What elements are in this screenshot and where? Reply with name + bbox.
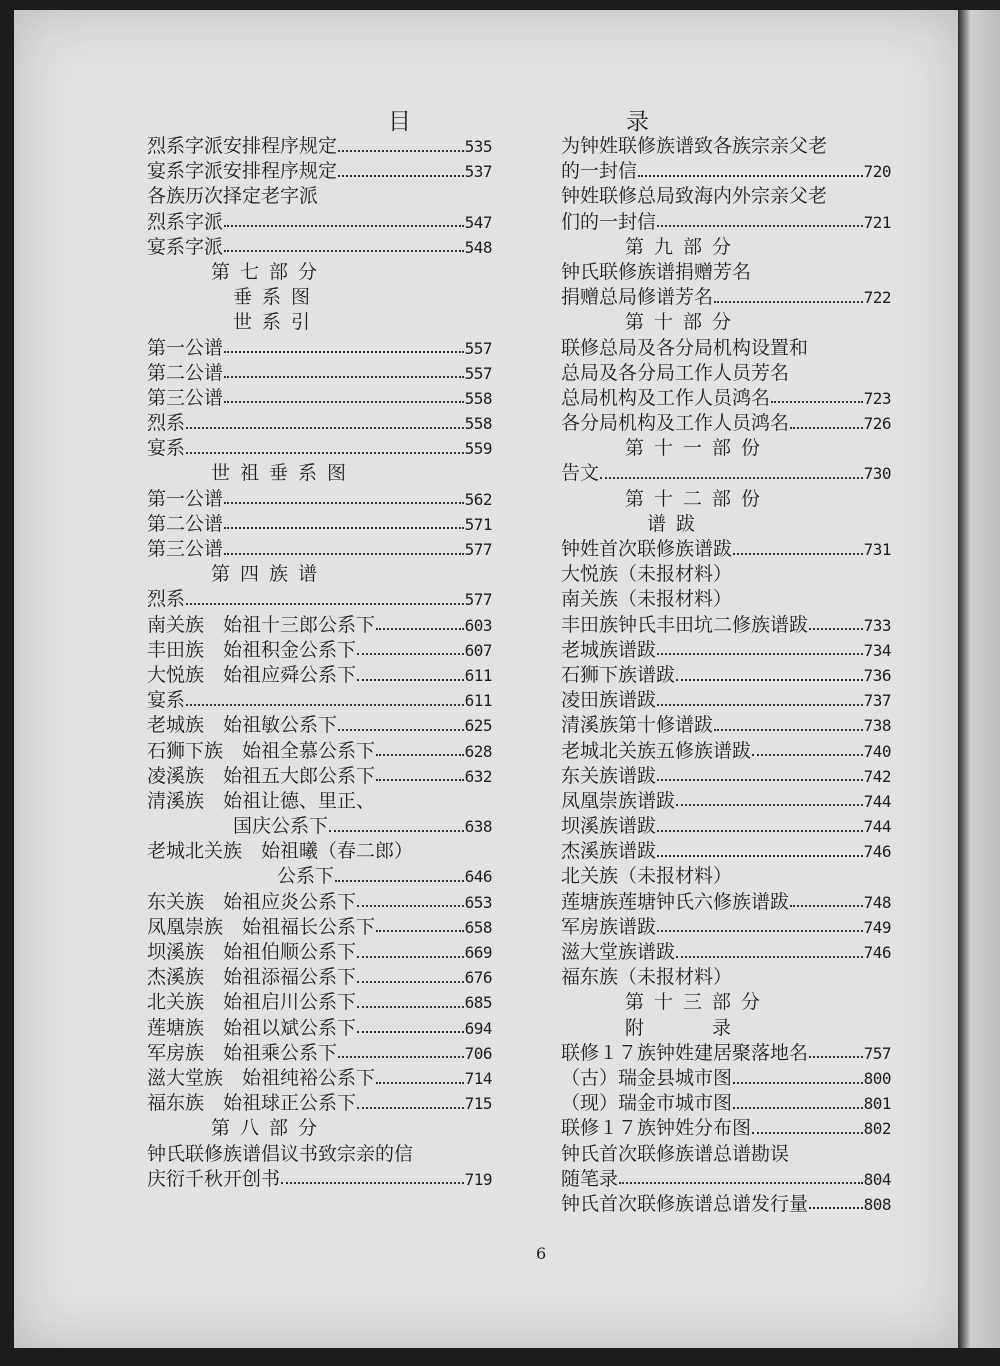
toc-entry-page: 742 xyxy=(863,766,891,786)
dot-leader xyxy=(224,351,464,353)
toc-entry-page: 571 xyxy=(464,514,492,534)
toc-entry-page: 603 xyxy=(464,615,492,635)
toc-entry xyxy=(561,210,891,235)
toc-entry xyxy=(561,260,891,285)
toc-entry xyxy=(561,814,891,839)
toc-entry-text: 老城族 始祖敏公系下 xyxy=(147,714,338,737)
toc-entry xyxy=(147,1041,492,1066)
toc-entry-text: 第十二部份 xyxy=(625,487,771,510)
toc-entry-page: 559 xyxy=(464,439,492,459)
page-number: 6 xyxy=(536,1244,547,1263)
toc-entry-page: 547 xyxy=(464,212,492,232)
toc-entry xyxy=(561,965,891,990)
toc-entry xyxy=(561,159,891,184)
toc-entry-text: 南关族 始祖十三郎公系下 xyxy=(147,613,376,636)
toc-entry xyxy=(147,764,492,789)
dot-leader xyxy=(338,150,464,152)
toc-entry xyxy=(561,1091,891,1116)
toc-entry-page: 714 xyxy=(464,1068,492,1088)
toc-entry-page: 808 xyxy=(863,1194,891,1214)
dot-leader xyxy=(376,754,464,756)
toc-entry-page: 737 xyxy=(863,691,891,711)
toc-entry-text: 世祖垂系图 xyxy=(211,462,357,485)
dot-leader xyxy=(657,930,863,932)
toc-right-column xyxy=(561,134,891,1217)
toc-entry xyxy=(561,537,891,562)
dot-leader xyxy=(376,779,464,781)
dot-leader xyxy=(357,905,464,907)
toc-entry-text: 随笔录 xyxy=(561,1167,619,1190)
toc-entry xyxy=(561,940,891,965)
toc-entry-page: 558 xyxy=(464,388,492,408)
toc-entry-text: 宴系 xyxy=(147,689,186,712)
toc-entry-page: 607 xyxy=(464,640,492,660)
dot-leader xyxy=(619,1182,863,1184)
section-heading xyxy=(561,310,891,335)
toc-entry-text: 各族历次择定老字派 xyxy=(147,185,319,208)
toc-entry-text: 凤凰崇族 始祖福长公系下 xyxy=(147,915,376,938)
dot-leader xyxy=(186,427,464,429)
toc-entry-page: 628 xyxy=(464,741,492,761)
toc-entry-text: 宴系字派安排程序规定 xyxy=(147,160,338,183)
dot-leader xyxy=(224,401,464,403)
toc-entry-text: 钟氏首次联修族谱总谱勘误 xyxy=(561,1142,790,1165)
toc-entry-page: 611 xyxy=(464,691,492,711)
toc-entry xyxy=(561,1041,891,1066)
toc-entry-text: 凌溪族 始祖五大郎公系下 xyxy=(147,764,376,787)
toc-entry-text: 第十三部分 xyxy=(625,991,771,1014)
toc-entry-text: 老城北关族五修族谱跋 xyxy=(561,739,752,762)
toc-entry-text: 钟氏联修族谱倡议书致宗亲的信 xyxy=(147,1142,414,1165)
dot-leader xyxy=(809,628,863,630)
toc-entry-text: 坝溪族 始祖伯顺公系下 xyxy=(147,941,357,963)
toc-entry-page: 557 xyxy=(464,363,492,383)
toc-entry xyxy=(147,613,492,638)
toc-entry-page: 744 xyxy=(863,791,891,811)
dot-leader xyxy=(224,527,464,529)
toc-entry-text: 东关族谱跋 xyxy=(561,764,657,787)
toc-entry xyxy=(561,461,891,486)
toc-entry-text: 莲塘族 始祖以斌公系下 xyxy=(147,1016,357,1039)
toc-entry xyxy=(561,386,891,411)
toc-entry-text: 第一公谱 xyxy=(147,336,224,359)
toc-entry xyxy=(147,336,492,361)
toc-entry xyxy=(147,890,492,915)
toc-entry-page: 748 xyxy=(863,892,891,912)
toc-entry xyxy=(147,361,492,386)
toc-entry xyxy=(561,285,891,310)
toc-entry xyxy=(561,890,891,915)
toc-entry-text: 石狮下族谱跋 xyxy=(561,663,676,686)
toc-entry-text: 国庆公系下 xyxy=(233,815,329,838)
dot-leader xyxy=(357,679,464,681)
dot-leader xyxy=(357,653,464,655)
toc-entry-text: 莲塘族莲塘钟氏六修族谱跋 xyxy=(561,890,790,913)
toc-entry xyxy=(147,386,492,411)
section-heading xyxy=(561,990,891,1015)
toc-entry-text: 第八部分 xyxy=(211,1117,328,1140)
toc-entry-page: 685 xyxy=(464,993,492,1013)
toc-entry xyxy=(147,159,492,184)
toc-entry-page: 719 xyxy=(464,1169,492,1189)
toc-entry-page: 646 xyxy=(464,867,492,887)
toc-entry-text: 钟氏联修族谱捐赠芳名 xyxy=(561,260,752,283)
toc-entry-text: 烈系 xyxy=(147,588,186,611)
toc-entry xyxy=(147,789,492,814)
toc-entry xyxy=(147,663,492,688)
section-subheading xyxy=(147,285,492,310)
toc-entry xyxy=(561,915,891,940)
toc-entry-text: 烈系字派安排程序规定 xyxy=(147,135,338,157)
toc-entry-text: 老城族谱跋 xyxy=(561,638,657,661)
toc-entry xyxy=(561,1116,891,1141)
dot-leader xyxy=(657,704,863,706)
toc-entry-text: 钟姓首次联修族谱跋 xyxy=(561,538,733,560)
toc-entry-page: 548 xyxy=(464,237,492,257)
section-heading xyxy=(147,1116,492,1141)
dot-leader xyxy=(657,225,863,227)
dot-leader xyxy=(357,1107,464,1109)
toc-entry-page: 638 xyxy=(464,817,492,837)
toc-entry xyxy=(147,814,492,839)
toc-entry-page: 669 xyxy=(464,943,492,962)
toc-entry-text: 垂系图 xyxy=(233,286,321,309)
dot-leader xyxy=(224,553,464,555)
toc-entry-text: 福东族 始祖球正公系下 xyxy=(147,1092,357,1115)
toc-entry-page: 746 xyxy=(863,842,891,862)
toc-entry-text: 北关族 始祖启川公系下 xyxy=(147,991,357,1014)
dot-leader xyxy=(733,553,863,555)
toc-entry-text: （现）瑞金市城市图 xyxy=(561,1092,733,1115)
toc-entry-text: 宴系字派 xyxy=(147,235,224,258)
dot-leader xyxy=(357,981,464,983)
toc-entry-text: 第七部分 xyxy=(211,260,328,283)
dot-leader xyxy=(676,679,863,681)
toc-entry-text: 联修１７族钟姓建居聚落地名 xyxy=(561,1041,809,1064)
dot-leader xyxy=(809,1056,863,1058)
toc-entry-page: 744 xyxy=(863,817,891,837)
section-heading xyxy=(147,260,492,285)
toc-entry xyxy=(147,1091,492,1116)
section-heading xyxy=(561,436,891,461)
toc-entry xyxy=(561,587,891,612)
toc-entry-page: 746 xyxy=(863,943,891,962)
toc-entry-text: 清溪族 始祖让德、里正、 xyxy=(147,789,376,812)
dot-leader xyxy=(657,653,863,655)
toc-entry-text: 第四族谱 xyxy=(211,563,328,586)
toc-entry-page: 694 xyxy=(464,1018,492,1038)
toc-entry xyxy=(147,990,492,1015)
toc-entry-text: 南关族（未报材料） xyxy=(561,588,733,611)
toc-entry xyxy=(147,436,492,461)
toc-entry-page: 804 xyxy=(863,1169,891,1189)
toc-entry-text: 滋大堂族谱跋 xyxy=(561,941,676,963)
toc-entry-text: 第十部分 xyxy=(625,311,742,334)
dot-leader xyxy=(376,1082,464,1084)
toc-entry xyxy=(561,789,891,814)
toc-entry-page: 720 xyxy=(863,162,891,182)
toc-entry-text: 丰田族钟氏丰田坑二修族谱跋 xyxy=(561,613,809,636)
toc-entry-page: 537 xyxy=(464,162,492,182)
dot-leader xyxy=(338,1056,464,1058)
toc-entry xyxy=(147,688,492,713)
toc-entry xyxy=(147,235,492,260)
dot-leader xyxy=(186,704,464,706)
dot-leader xyxy=(357,1031,464,1033)
dot-leader xyxy=(224,502,464,504)
toc-entry-text: 杰溪族 始祖添福公系下 xyxy=(147,966,357,989)
dot-leader xyxy=(714,301,863,303)
toc-entry-page: 801 xyxy=(863,1094,891,1114)
toc-entry xyxy=(147,184,492,209)
toc-entry-page: 535 xyxy=(464,137,492,156)
dot-leader xyxy=(600,477,863,479)
toc-entry-text: 谱跋 xyxy=(647,512,706,535)
toc-entry-text: 联修总局及各分局机构设置和 xyxy=(561,336,809,359)
toc-entry xyxy=(147,1016,492,1041)
section-heading xyxy=(561,487,891,512)
toc-entry-text: 告文 xyxy=(561,462,600,485)
toc-entry-text: 第三公谱 xyxy=(147,386,224,409)
dot-leader xyxy=(638,175,863,177)
toc-entry-text: 石狮下族 始祖全慕公系下 xyxy=(147,739,376,762)
toc-entry xyxy=(147,940,492,965)
toc-entry xyxy=(561,1142,891,1167)
dot-leader xyxy=(329,830,464,832)
dot-leader xyxy=(790,427,863,429)
toc-entry xyxy=(147,915,492,940)
toc-entry-text: 捐赠总局修谱芳名 xyxy=(561,286,714,309)
toc-entry xyxy=(147,411,492,436)
toc-entry-page: 731 xyxy=(863,540,891,559)
toc-entry-text: 钟姓联修总局致海内外宗亲父老 xyxy=(561,185,828,208)
dot-leader xyxy=(676,804,863,806)
toc-entry-page: 733 xyxy=(863,615,891,635)
dot-leader xyxy=(771,401,863,403)
toc-entry-text: 凌田族谱跋 xyxy=(561,689,657,712)
toc-entry xyxy=(147,537,492,562)
section-heading xyxy=(147,562,492,587)
toc-entry-text: 坝溪族谱跋 xyxy=(561,815,657,838)
toc-entry-page: 676 xyxy=(464,968,492,988)
toc-entry xyxy=(561,1167,891,1192)
toc-entry-page: 577 xyxy=(464,590,492,610)
toc-entry-page: 557 xyxy=(464,338,492,358)
dot-leader xyxy=(657,779,863,781)
toc-entry xyxy=(561,1066,891,1091)
section-subheading xyxy=(561,512,891,537)
toc-entry-text: 大悦族 始祖应舜公系下 xyxy=(147,663,357,686)
toc-entry-text: 各分局机构及工作人员鸿名 xyxy=(561,412,790,435)
toc-entry-text: 第三公谱 xyxy=(147,538,224,560)
dot-leader xyxy=(224,250,464,252)
toc-entry xyxy=(561,688,891,713)
toc-entry-text: 军房族 始祖乘公系下 xyxy=(147,1041,338,1064)
toc-entry xyxy=(561,361,891,386)
toc-entry xyxy=(147,713,492,738)
toc-entry xyxy=(561,739,891,764)
heading-left-char: 目 xyxy=(388,109,411,135)
toc-entry xyxy=(147,512,492,537)
toc-entry-text: 烈系 xyxy=(147,412,186,435)
dot-leader xyxy=(335,880,464,882)
toc-entry xyxy=(561,613,891,638)
toc-entry-text: 北关族（未报材料） xyxy=(561,865,733,888)
toc-entry-text: 第一公谱 xyxy=(147,487,224,510)
toc-entry-text: 军房族谱跋 xyxy=(561,915,657,938)
toc-entry-text: 联修１７族钟姓分布图 xyxy=(561,1117,752,1140)
toc-entry-page: 658 xyxy=(464,917,492,937)
heading-right-char: 录 xyxy=(626,109,649,135)
toc-entry xyxy=(561,134,891,159)
toc-entry-page: 726 xyxy=(863,414,891,434)
toc-entry-text: 总局机构及工作人员鸿名 xyxy=(561,386,771,409)
toc-entry xyxy=(561,839,891,864)
toc-entry-page: 738 xyxy=(863,716,891,736)
toc-entry xyxy=(561,713,891,738)
dot-leader xyxy=(224,376,464,378)
dot-leader xyxy=(657,855,863,857)
toc-entry-page: 800 xyxy=(863,1068,891,1088)
toc-entry-text: 第九部分 xyxy=(625,235,742,258)
toc-entry xyxy=(561,663,891,688)
toc-entry-text: 福东族（未报材料） xyxy=(561,966,733,989)
toc-entry xyxy=(147,1142,492,1167)
toc-entry-page: 730 xyxy=(863,464,891,484)
dot-leader xyxy=(376,628,464,630)
toc-entry-text: 东关族 始祖应炎公系下 xyxy=(147,890,357,913)
section-subheading xyxy=(147,310,492,335)
toc-entry-page: 802 xyxy=(863,1119,891,1139)
toc-entry-text: 们的一封信 xyxy=(561,210,657,233)
toc-entry-text: 公系下 xyxy=(277,865,335,888)
toc-entry-page: 734 xyxy=(863,640,891,660)
toc-entry xyxy=(147,587,492,612)
toc-entry-text: 大悦族（未报材料） xyxy=(561,563,733,586)
dot-leader xyxy=(733,1107,863,1109)
page-edge xyxy=(958,10,1000,1348)
dot-leader xyxy=(357,956,464,958)
toc-entry xyxy=(561,562,891,587)
toc-entry-page: 562 xyxy=(464,489,492,509)
toc-entry xyxy=(147,1066,492,1091)
toc-entry-text: 第十一部份 xyxy=(625,437,771,460)
toc-entry-text: 钟氏首次联修族谱总谱发行量 xyxy=(561,1192,809,1215)
dot-leader xyxy=(338,729,464,731)
toc-entry xyxy=(147,839,492,864)
dot-leader xyxy=(790,905,863,907)
toc-entry-text: 世系引 xyxy=(233,311,321,334)
section-heading xyxy=(147,461,492,486)
toc-entry-text: 庆衍千秋开创书 xyxy=(147,1167,281,1190)
toc-entry-text: （古）瑞金县城市图 xyxy=(561,1066,733,1089)
toc-entry-text: 第二公谱 xyxy=(147,512,224,535)
section-heading xyxy=(561,1016,891,1041)
section-heading xyxy=(561,235,891,260)
toc-entry-page: 653 xyxy=(464,892,492,912)
dot-leader xyxy=(809,1207,863,1209)
dot-leader xyxy=(714,729,863,731)
toc-entry xyxy=(561,764,891,789)
toc-entry xyxy=(147,864,492,889)
toc-entry-text: 宴系 xyxy=(147,437,186,460)
toc-entry xyxy=(147,1167,492,1192)
toc-entry-page: 723 xyxy=(863,388,891,408)
toc-entry-page: 722 xyxy=(863,288,891,308)
toc-entry-page: 558 xyxy=(464,414,492,434)
dot-leader xyxy=(186,452,464,454)
toc-entry xyxy=(147,210,492,235)
toc-entry-text: 第二公谱 xyxy=(147,361,224,384)
toc-entry-text: 杰溪族谱跋 xyxy=(561,840,657,863)
toc-entry-page: 757 xyxy=(863,1043,891,1063)
toc-entry-page: 749 xyxy=(863,917,891,937)
toc-entry xyxy=(561,184,891,209)
toc-entry-page: 715 xyxy=(464,1094,492,1114)
toc-left-column xyxy=(147,134,492,1192)
toc-entry-text: 烈系字派 xyxy=(147,210,224,233)
toc-entry-text: 附 录 xyxy=(625,1016,742,1039)
dot-leader xyxy=(281,1182,464,1184)
toc-entry-text: 的一封信 xyxy=(561,160,638,183)
toc-entry xyxy=(147,638,492,663)
dot-leader xyxy=(357,1006,464,1008)
toc-entry-page: 721 xyxy=(863,212,891,232)
toc-entry xyxy=(561,638,891,663)
toc-entry-text: 为钟姓联修族谱致各族宗亲父老 xyxy=(561,135,828,157)
toc-entry-page: 740 xyxy=(863,741,891,761)
toc-entry-page: 611 xyxy=(464,665,492,685)
dot-leader xyxy=(752,1132,863,1134)
dot-leader xyxy=(186,603,464,605)
toc-entry-text: 老城北关族 始祖曦（春二郎） xyxy=(147,840,414,863)
toc-entry xyxy=(147,487,492,512)
toc-entry xyxy=(561,1192,891,1217)
toc-entry-text: 滋大堂族 始祖纯裕公系下 xyxy=(147,1066,376,1089)
dot-leader xyxy=(676,956,863,958)
toc-entry xyxy=(147,739,492,764)
toc-entry xyxy=(147,134,492,159)
toc-entry-text: 总局及各分局工作人员芳名 xyxy=(561,361,790,384)
dot-leader xyxy=(376,930,464,932)
toc-entry-page: 577 xyxy=(464,540,492,559)
dot-leader xyxy=(338,175,464,177)
dot-leader xyxy=(657,830,863,832)
toc-entry-text: 清溪族第十修谱跋 xyxy=(561,714,714,737)
toc-entry-page: 632 xyxy=(464,766,492,786)
toc-entry-text: 丰田族 始祖积金公系下 xyxy=(147,638,357,661)
dot-leader xyxy=(752,754,863,756)
toc-entry-page: 736 xyxy=(863,665,891,685)
toc-entry-page: 625 xyxy=(464,716,492,736)
dot-leader xyxy=(733,1082,863,1084)
toc-entry xyxy=(147,965,492,990)
toc-entry xyxy=(561,864,891,889)
dot-leader xyxy=(224,225,464,227)
toc-entry xyxy=(561,411,891,436)
toc-entry-text: 凤凰崇族谱跋 xyxy=(561,789,676,812)
toc-entry xyxy=(561,336,891,361)
toc-entry-page: 706 xyxy=(464,1043,492,1063)
